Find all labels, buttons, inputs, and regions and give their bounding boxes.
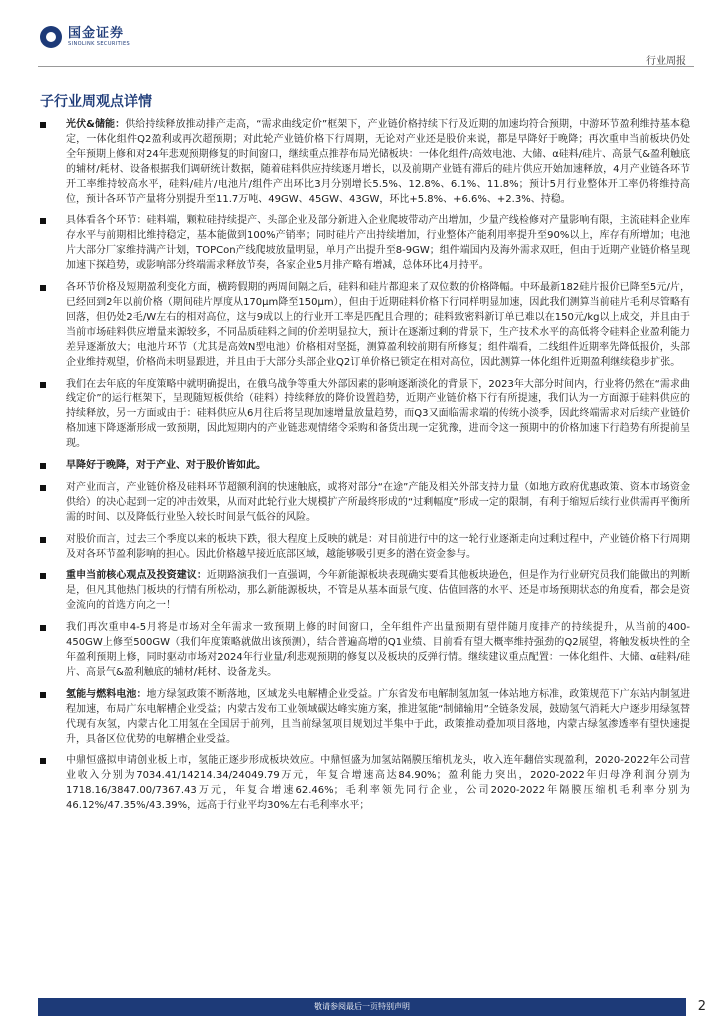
bullet-paragraph [40, 569, 690, 614]
square-bullet-icon [40, 382, 46, 388]
bullet-paragraph [40, 754, 690, 814]
bullet-paragraph [40, 281, 690, 370]
paragraph-lead: 重申当前核心观点及投资建议： [66, 570, 207, 582]
square-bullet-icon [40, 122, 46, 128]
paragraph-text: 近期路演我们一直强调，今年新能源板块表现确实要看其他板块逊色，但是作为行业研究员我们能做出的判断是，但凡其他热门板块的行情有所松动，那么新能源板块，不管是从基本面景气度、估值回落的水平、还是市场预期状态的角度看，都会是资金流向的首选方向之一！ [66, 570, 691, 612]
square-bullet-icon [40, 537, 46, 543]
bullet-paragraph [40, 378, 690, 453]
section-title: 子行业周观点详情 [40, 94, 152, 110]
content-body [40, 118, 690, 821]
bullet-paragraph [40, 459, 690, 474]
paragraph-lead: 光伏&储能： [66, 119, 126, 130]
logo-cn: 国金证券 [68, 25, 125, 41]
page-header [0, 0, 724, 67]
paragraph-lead: 氢能与燃料电池： [66, 688, 147, 700]
square-bullet-icon [40, 218, 46, 224]
bullet-paragraph [40, 481, 690, 526]
company-logo [40, 26, 130, 48]
logo-text [68, 27, 130, 48]
paragraph-text: 地方绿氢政策不断落地，区域龙头电解槽企业受益。广东省发布电解制氢加氢一体站地方标准，政策规范下广东站内制氢进程加速，布局广东电解槽企业受益；内蒙古发布工业领域碳达峰实施方案，推进氢能“制储输用”全链条发展，鼓励氢气消耗大户逐步用绿氢替代现有灰氢，内蒙古化工用氢在全国居于前列，且当前绿氢项目规划过半集中于此，政策推动叠加项目落地，内蒙古绿氢渗透率有望快速提升，具备区位优势的电解槽企业受益。 [66, 688, 691, 745]
paragraph-text: 供给持续释放推动排产走高，“需求曲线定价”框架下，产业链价格持续下行及近期的加速均符合预期，中游环节盈利维持基本稳定，一体化组件Q2盈利或再次超预期；对此轮产业链价格下行周期，无论对产业还是股价来说，都是早降好于晚降；再次重申当前板块仍处全年预期上修和对24年悲观预期修复的时间窗口，继续重点推荐布局光储板块：一体化组件/高效电池、大储、α硅料/硅片、高景气&盈利触底的辅材/耗材、设备根据我们调研统计数据，随着硅料供应持续逐月增长，以及前期产业链有滞后的硅片供应开始加速释放，4月产业链各环节开工率维持较高水平，硅料/硅片/电池片/组件产出环比3月分别增长5.5%、12.8%、6.1%、11.8%；预计5月行业整体开工率仍将维持高位，预计各环节产量将分别提升至11.7万吨、49GW、45GW、43GW，环比+5.8%、+6.6%、+2.3%、持稳。 [66, 119, 690, 205]
square-bullet-icon [40, 625, 46, 631]
paragraph-text: 具体看各个环节：硅料端，颗粒硅持续提产、头部企业及部分新进入企业爬坡带动产出增加，少量产线检修对产量影响有限，主流硅料企业库存水平与前期相比维持稳定，基本能做到100%产销率；同时硅片产出持续增加，行业整体产能利用率提升至90%以上，库存有所增加；电池片大部分厂家维持满产计划，TOPCon产线爬坡放量明显，单月产出提升至8-9GW；组件端国内及海外需求双旺，但由于近期产业链价格呈现加速下探趋势，或影响部分终端需求释放节奏，各家企业5月排产略有增减，总体环比4月持平。 [66, 215, 690, 272]
report-type: 行业周报 [646, 56, 686, 67]
paragraph-lead: 早降好于晚降，对于产业、对于股价皆如此。 [66, 460, 266, 472]
paragraph-text: 对股价而言，过去三个季度以来的板块下跌，很大程度上反映的就是：对目前进行中的这一轮行业逐渐走向过剩过程中，产业链价格下行周期及对各环节盈利影响的担心。因此价格越早接近底部区域，越能够吸引更多的潜在资金参与。 [66, 533, 690, 560]
footer-bar [38, 998, 686, 1016]
bullet-paragraph [40, 214, 690, 274]
paragraph-text: 对产业而言，产业链价格及硅料环节超额利润的快速触底，或将对部分“在途”产能及相关外部支持力量（如地方政府优惠政策、资本市场资金供给）的决心起到一定的冲击效果，从而对此轮行业大规模扩产所最终形成的“过剩幅度”形成一定的限制，有利于缩短后续行业供需再平衡所需的时间、以及降低行业坠入较长时间景气低谷的风险。 [66, 481, 690, 523]
square-bullet-icon [40, 573, 46, 579]
paragraph-text: 中鼎恒盛拟申请创业板上市，氢能正逐步形成板块效应。中鼎恒盛为加氢站隔膜压缩机龙头，收入连年翻倍实现盈利，2020-2022年公司营业收入分别为7034.41/14214.34/24049.79万元，年复合增速高达84.90%；盈利能力突出，2020-2022年归母净利润分别为1718.16/3847.00/7367.43万元，年复合增速62.46%；毛利率领先同行企业，公司2020-2022年隔膜压缩机毛利率分别为46.12%/47.35%/43.39%，远高于行业平均30%左右毛利率水平； [66, 755, 690, 812]
paragraph-text: 我们在去年底的年度策略中就明确提出，在俄乌战争等重大外部因素的影响逐渐淡化的背景下，2023年大部分时间内，行业将仍然在“需求曲线定价”的运行框架下，呈现随短板供给（硅料）持续释放的降价设置趋势，近期产业链价格下行有所提速，我们认为一方面源于硅料供应的持续释放，另一方面或由于：硅料供应从6月往后将呈现加速增量放量趋势，而Q3又面临需求端的传统小淡季，因此终端需求对后续产业链价格加速下降逐渐形成一致预期，因此短期内的产业链悲观情绪令采购和备货出现一定犹豫，进而令这一预期中的价格加速下行趋势有所提前呈现。 [66, 378, 690, 450]
header-divider [38, 66, 694, 67]
bullet-paragraph [40, 533, 690, 563]
square-bullet-icon [40, 692, 46, 698]
page-number: 2 [697, 999, 706, 1014]
square-bullet-icon [40, 285, 46, 291]
bullet-paragraph [40, 621, 690, 681]
square-bullet-icon [40, 485, 46, 491]
paragraph-text: 各环节价格及短期盈利变化方面，横跨假期的两周间隔之后，硅料和硅片都迎来了双位数的价格降幅。中环最新182硅片报价已降至5元/片，已经回到2年以前价格（期间硅片厚度从170μm降至150μm），但由于近期硅料价格下行同样明显加速，因此我们测算当前硅片毛利尽管略有回落，但仍处2毛/W左右的相对高位，这与9成以上的行业开工率是匹配且合理的；硅料致密料新订单已难以在150元/kg以上成交，并且由于当前市场硅料供应增量来源较多，不同品质硅料之间的价差明显拉大，预计在逐渐过剩的背景下，生产技术水平的高低将令硅料企业盈利能力差异逐渐放大；电池片环节（尤其是高效N型电池）价格相对坚挺，测算盈利较前期有所修复；组件端看，二线组件近期率先降低报价，头部企业维持观望，价格尚未明显跟进，并且由于大部分头部企业Q2订单价格已锁定在相对高位，因此测算一体化组件近期盈利继续稳步扩张。 [66, 282, 690, 368]
square-bullet-icon [40, 758, 46, 764]
logo-en: SINOLINK SECURITIES [68, 40, 131, 47]
paragraph-text: 我们再次重申4-5月将是市场对全年需求一致预期上修的时间窗口，全年组件产出量预期有望伴随月度排产的持续提升，从当前的400-450GW上修至500GW（我们年度策略就做出该预测），结合普遍高增的Q1业绩、目前看有望大概率维持强劲的Q2展望，将触发板块性的全年盈利预期上修，同时驱动市场对2024年行业量/利悲观预期的修复以及板块的反弹行情。继续建议重点配置：一体化组件、大储、α硅料/硅片、高景气&盈利触底的辅材/耗材、设备龙头。 [66, 622, 690, 678]
bullet-paragraph [40, 118, 690, 207]
footer-disclaimer: 敬请参阅最后一页特别声明 [314, 1002, 410, 1011]
square-bullet-icon [40, 463, 46, 469]
bullet-paragraph [40, 688, 690, 748]
logo-icon [40, 26, 62, 48]
